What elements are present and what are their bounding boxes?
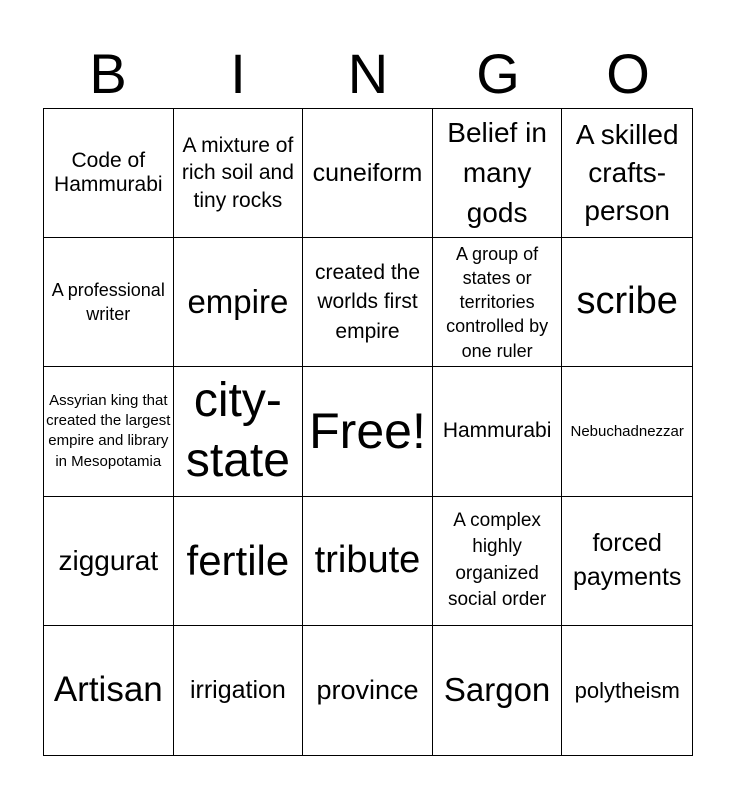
free-space-text: Free! <box>309 402 426 459</box>
bingo-board <box>43 108 693 756</box>
bingo-cell[interactable] <box>303 238 433 367</box>
bingo-cell[interactable] <box>174 238 304 367</box>
bingo-cell[interactable] <box>562 626 692 755</box>
bingo-cell[interactable] <box>174 367 304 496</box>
bingo-cell[interactable] <box>433 497 563 626</box>
bingo-cell[interactable] <box>562 238 692 367</box>
bingo-cell[interactable] <box>433 626 563 755</box>
header-letter-g: G <box>476 42 520 105</box>
cell-text: Hammurabi <box>442 419 552 443</box>
cell-text: A group of states or territories controlled by one ruler <box>446 243 549 361</box>
header-letter-b: B <box>89 42 127 105</box>
cell-text: empire <box>187 283 289 321</box>
bingo-cell[interactable] <box>562 497 692 626</box>
bingo-header <box>43 40 693 108</box>
free-space-cell[interactable] <box>303 367 433 496</box>
cell-text: fertile <box>186 536 290 584</box>
cell-text: Assyrian king that created the largest empire and library in Mesopotamia <box>46 391 171 470</box>
header-letter-o: O <box>606 42 650 105</box>
bingo-cell[interactable] <box>44 367 174 496</box>
header-letter-n: N <box>347 42 389 105</box>
bingo-cell[interactable] <box>433 367 563 496</box>
cell-text: polytheism <box>574 677 680 703</box>
cell-text: Nebuchadnezzar <box>570 422 684 440</box>
cell-text: Sargon <box>443 671 551 709</box>
bingo-cell[interactable] <box>303 626 433 755</box>
cell-text: ziggurat <box>58 544 159 576</box>
cell-text: province <box>316 674 419 705</box>
bingo-cell[interactable] <box>44 109 174 238</box>
bingo-cell[interactable] <box>44 497 174 626</box>
cell-text: tribute <box>314 538 421 581</box>
cell-text: cuneiform <box>312 158 423 187</box>
bingo-cell[interactable] <box>433 109 563 238</box>
cell-text: Artisan <box>53 670 163 710</box>
cell-text: irrigation <box>189 676 286 705</box>
cell-text: A mixture of rich soil and tiny rocks <box>181 134 294 212</box>
cell-text: A complex highly organized social order <box>447 509 547 611</box>
header-letter-i: I <box>230 42 246 105</box>
bingo-cell[interactable] <box>303 109 433 238</box>
cell-text: city-state <box>185 374 290 488</box>
bingo-cell[interactable] <box>44 238 174 367</box>
cell-text: Code of Hammurabi <box>54 148 163 197</box>
bingo-cell[interactable] <box>174 497 304 626</box>
cell-text: forced payments <box>573 528 682 591</box>
cell-text: Belief in many gods <box>447 117 547 228</box>
bingo-cell[interactable] <box>44 626 174 755</box>
bingo-cell[interactable] <box>303 497 433 626</box>
cell-text: A skilled crafts-person <box>575 118 679 227</box>
bingo-cell[interactable] <box>562 109 692 238</box>
bingo-cell[interactable] <box>433 238 563 367</box>
cell-text: scribe <box>576 280 678 323</box>
cell-text: created the worlds first empire <box>314 260 421 344</box>
bingo-cell[interactable] <box>174 626 304 755</box>
bingo-cell[interactable] <box>174 109 304 238</box>
cell-text: A professional writer <box>51 279 165 325</box>
bingo-cell[interactable] <box>562 367 692 496</box>
